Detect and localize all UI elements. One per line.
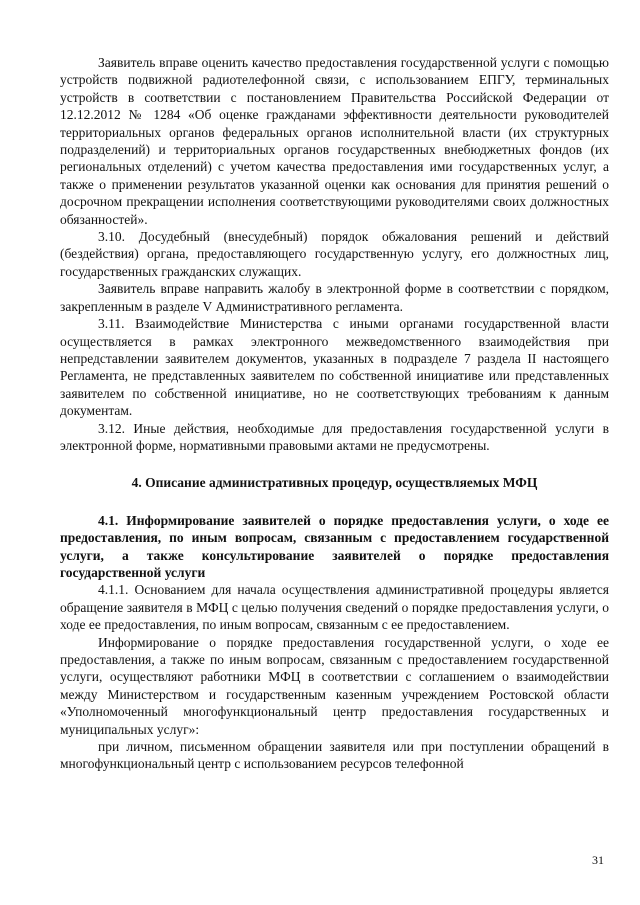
paragraph-3-11: 3.11. Взаимодействие Министерства с иными органами государственной власти осуществляется в рамках электронного межведомственного взаимодействия при непредставлении заявителем документов, указанных в подразделе 7 раздела II настоящего Регламента, не представленных заявителем по собственной инициативе или представленных заявителем по собственной инициативе, но не соответствующих требованиям к данным документам. [60,316,609,419]
page-number: 31 [592,853,604,867]
paragraph-complaint: Заявитель вправе направить жалобу в электронной форме в соответствии с порядком, закрепленным в разделе V Административного регламента. [60,281,609,314]
subsection-heading: 4.1. Информирование заявителей о порядке предоставления услуги, о ходе ее предоставления, по иным вопросам, связанным с предоставлением государственной услуги, а также консультирование заявителей о порядке предоставления государственной услуги [60,512,609,580]
paragraph-4-1-1: 4.1.1. Основанием для начала осуществления административной процедуры является обращение заявителя в МФЦ с целью получения сведений о порядке предоставления услуги, о ходе ее предоставления, по иным вопросам, связанным с ее предоставлением. [60,582,609,633]
section-heading: 4. Описание административных процедур, осуществляемых МФЦ [131,475,538,491]
document-page [60,54,609,773]
paragraph-3-10: 3.10. Досудебный (внесудебный) порядок обжалования решений и действий (бездействия) органа, предоставляющего государственную услугу, его должностных лиц, государственных гражданских служащих. [60,229,609,279]
paragraph-assessment: Заявитель вправе оценить качество предоставления государственной услуги с помощью устройств подвижной радиотелефонной связи, с использованием ЕПГУ, терминальных устройств в соответствии с постановлением Правительства Российской Федерации от 12.12.2012 № 1284 «Об оценке гражданами эффективности деятельности руководителей территориальных органов федеральных органов исполнительной власти (их структурных подразделений) и территориальных органов государственных внебюджетных фондов (их региональных отделений) с учетом качества предоставления ими государственных услуг, а также о применении результатов указанной оценки как основания для принятия решений о досрочном прекращении исполнения соответствующими руководителями своих должностных обязанностей». [60,55,609,227]
paragraph-personal-request: при личном, письменном обращении заявителя или при поступлении обращений в многофункциональный центр с использованием ресурсов телефонной [60,739,609,772]
paragraph-3-12: 3.12. Иные действия, необходимые для предоставления государственной услуги в электронной форме, нормативными правовыми актами не предусмотрены. [60,420,609,453]
paragraph-informing: Информирование о порядке предоставления государственной услуги, о ходе ее предоставления, а также по иным вопросам, связанным с предоставлением государственной услуги, осуществляют работники МФЦ в соответствии с соглашением о взаимодействии между Министерством и государственным казенным учреждением Ростовской области «Уполномоченный многофункциональный центр предоставления государственных и муниципальных услуг»: [60,634,609,737]
